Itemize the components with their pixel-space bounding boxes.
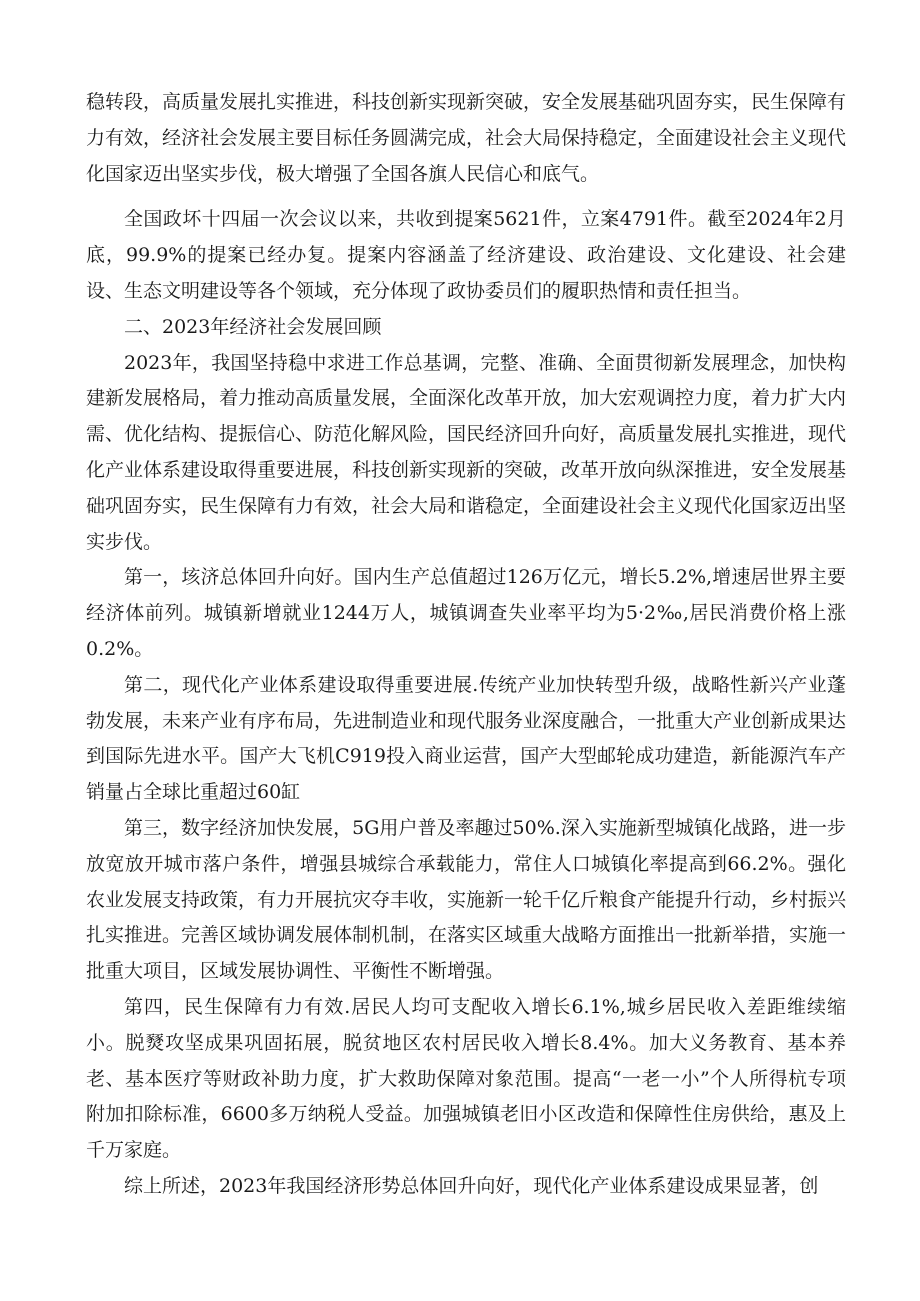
document-body bbox=[86, 85, 846, 1205]
paragraph-overview-2023: 2023年，我国坚持稳中求进工作总基调，完整、准确、全面贯彻新发展理念，加快构建新发展格局，着力推动高质量发展，全面深化改革开放，加大宏观调控力度，着力扩大内需、优化结构、提振信心、防范化解风险，国民经济回升向好，高质量发展扎实推进，现代化产业体系建设取得重要进展，科技创新实现新的突破，改革开放向纵深推进，安全发展基础巩固夯实，民生保障有力有效，社会大局和谐稳定，全面建设社会主义现代化国家迈出坚实步伐。 bbox=[86, 351, 847, 553]
paragraph-third-digital: 第三，数字经济加快发展，5G用户普及率趣过50%.深入实施新型城镇化战路，进一步放宽放开城市落户条件，增强县城综合承载能力，常住人口城镇化率提高到66.2%。强化农业发展支持政策，有力开展抗灾夺丰收，实施新一轮千亿斤粮食产能提升行动，乡村振兴扎实推进。完善区域协调发展体制机制，在落实区域重大战略方面推出一批新举措，实施一批重大项目，区域发展协调性、平衡性不断增强。 bbox=[86, 816, 847, 983]
paragraph-fourth-livelihood: 第四，民生保障有力有效.居民人均可支配收入增长6.1%,城乡居民收入差距维续缩小。脱燹攻坚成果巩固拓展，脱贫地区农村居民收入增长8.4%。加大义务教育、基本养老、基本医疗等财政补助力度，扩大救助保障对象范围。提高“一老一小”个人所得杭专项附加扣除标准，6600多万纳税人受益。加强城镇老旧小区改造和保障性住房供给，惠及上千万家庭。 bbox=[86, 995, 846, 1162]
paragraph-proposals: 全国政坏十四届一次会议以来，共收到提案5621件，立案4791件。截至2024年2月底，99.9%的提案已经办复。提案内容涵盖了经济建设、政治建设、文化建设、社会建设、生态文明建设等各个领域，充分体现了政协委员们的履职热情和责任担当。 bbox=[86, 208, 846, 302]
paragraph-continuation: 稳转段，高质量发展扎实推进，科技创新实现新突破，安全发展基础巩固夯实，民生保障有力有效，经济社会发展主要目标任务圆满完成，社会大局保持稳定，全面建设社会主义现代化国家迈出坚实步伐，极大增强了全国各旗人民信心和底气。 bbox=[86, 91, 847, 185]
paragraph-summary: 综上所述，2023年我国经济形势总体回升向好，现代化产业体系建设成果显著，创 bbox=[124, 1174, 819, 1197]
section-heading: 二、2023年经济社会发展回顾 bbox=[124, 315, 382, 338]
paragraph-first-economy: 第一，垓济总体回升向好。国内生产总值超过126万亿元，增长5.2%,增速居世界主要经济体前列。城镇新增就业1244万人，城镇调查失业率平均为5·2‰,居民消费价格上涨0.2%。 bbox=[86, 566, 846, 660]
paragraph-second-industry: 第二，现代化产业体系建设取得重要进展.传统产业加快转型升级，战略性新兴产业蓬勃发展，未来产业有序布局，先进制造业和现代服务业深度融合，一批重大产业创新成果达到国际先进水平。国产大飞机C919投入商业运营，国产大型邮轮成功建造，新能源汽车产销量占全球比重超过60缸 bbox=[86, 673, 847, 804]
